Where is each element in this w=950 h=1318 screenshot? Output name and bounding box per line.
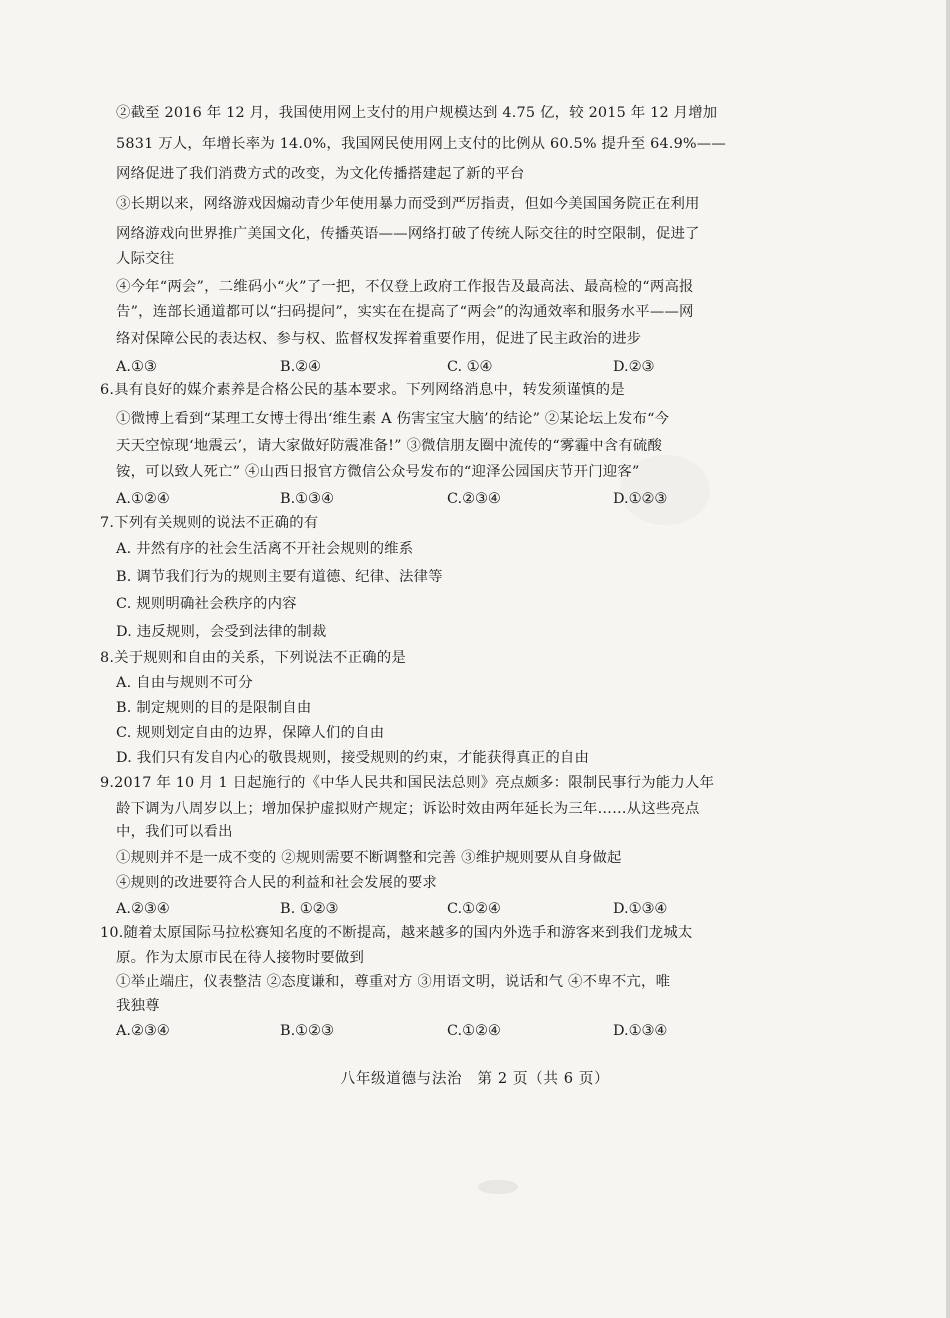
option-b: B. ①②③ <box>280 901 339 917</box>
option-a: A. 自由与规则不可分 <box>116 675 253 691</box>
text-line: 网络游戏向世界推广美国文化，传播英语——网络打破了传统人际交往的时空限制，促进了 <box>116 226 700 242</box>
question-10-stem: 10.随着太原国际马拉松赛知名度的不断提高，越来越多的国内外选手和游客来到我们龙城太 <box>100 925 693 941</box>
option-d: D. 违反规则，会受到法律的制裁 <box>116 624 327 640</box>
question-6-stem: 6.具有良好的媒介素养是合格公民的基本要求。下列网络消息中，转发须谨慎的是 <box>100 382 625 398</box>
option-c: C. ①④ <box>447 359 493 375</box>
text-line: ①规则并不是一成不变的 ②规则需要不断调整和完善 ③维护规则要从自身做起 <box>116 850 622 866</box>
text-line: 我独尊 <box>116 998 160 1014</box>
text-line: 中，我们可以看出 <box>116 824 233 840</box>
option-d: D.②③ <box>613 359 655 375</box>
option-b: B.①②③ <box>280 1023 334 1039</box>
question-9-stem: 9.2017 年 10 月 1 日起施行的《中华人民共和国民法总则》亮点颇多：限制民事行为能力人年 <box>100 775 715 791</box>
text-line: ②截至 2016 年 12 月，我国使用网上支付的用户规模达到 4.75 亿，较 2015 年 12 月增加 <box>116 105 718 121</box>
option-a: A.②③④ <box>116 1023 170 1039</box>
option-c: C.①②④ <box>447 901 501 917</box>
text-line: ④今年“两会”，二维码小“火”了一把，不仅登上政府工作报告及最高法、最高检的“两高报 <box>116 279 694 295</box>
option-d: D. 我们只有发自内心的敬畏规则，接受规则的约束，才能获得真正的自由 <box>116 750 590 766</box>
text-line: 铵，可以致人死亡” ④山西日报官方微信公众号发布的“迎泽公园国庆节开门迎客” <box>116 464 640 480</box>
text-line: 告”，连部长通道都可以“扫码提问”，实实在在提高了“两会”的沟通效率和服务水平——网 <box>116 304 694 320</box>
scan-edge <box>946 0 950 1318</box>
option-d: D.①③④ <box>613 901 668 917</box>
text-line: 网络促进了我们消费方式的改变，为文化传播搭建起了新的平台 <box>116 166 525 182</box>
option-b: B. 制定规则的目的是限制自由 <box>116 700 312 716</box>
option-d: D.①②③ <box>613 491 668 507</box>
text-line: ③长期以来，网络游戏因煽动青少年使用暴力而受到严厉指责，但如今美国国务院正在利用 <box>116 196 700 212</box>
question-7-stem: 7.下列有关规则的说法不正确的有 <box>100 515 319 531</box>
text-line: 龄下调为八周岁以上；增加保护虚拟财产规定；诉讼时效由两年延长为三年……从这些亮点 <box>116 801 700 817</box>
option-c: C. 规则划定自由的边界，保障人们的自由 <box>116 725 385 741</box>
option-b: B.①③④ <box>280 491 334 507</box>
scan-smudge <box>478 1180 518 1194</box>
option-c: C. 规则明确社会秩序的内容 <box>116 596 297 612</box>
text-line: 络对保障公民的表达权、参与权、监督权发挥着重要作用，促进了民主政治的进步 <box>116 331 642 347</box>
option-a: A.②③④ <box>116 901 170 917</box>
option-d: D.①③④ <box>613 1023 668 1039</box>
text-line: ①举止端庄，仪表整洁 ②态度谦和，尊重对方 ③用语文明，说话和气 ④不卑不亢，唯 <box>116 974 671 990</box>
option-a: A. 井然有序的社会生活离不开社会规则的维系 <box>116 541 414 557</box>
text-line: ①微博上看到“某理工女博士得出‘维生素 A 伤害宝宝大脑’的结论” ②某论坛上发布“今 <box>116 411 670 427</box>
text-line: 人际交往 <box>116 251 175 267</box>
option-a: A.①②④ <box>116 491 170 507</box>
option-b: B. 调节我们行为的规则主要有道德、纪律、法律等 <box>116 569 443 585</box>
option-b: B.②④ <box>280 359 321 375</box>
option-c: C.②③④ <box>447 491 501 507</box>
option-a: A.①③ <box>116 359 157 375</box>
page-footer: 八年级道德与法治 第 2 页（共 6 页） <box>340 1070 610 1087</box>
text-line: ④规则的改进要符合人民的利益和社会发展的要求 <box>116 875 437 891</box>
text-line: 5831 万人，年增长率为 14.0%，我国网民使用网上支付的比例从 60.5% 提升至 64.9%—— <box>116 136 726 152</box>
option-c: C.①②④ <box>447 1023 501 1039</box>
text-line: 天天空惊现‘地震云’，请大家做好防震准备!” ③微信朋友圈中流传的“雾霾中含有硫酸 <box>116 438 663 454</box>
text-line: 原。作为太原市民在待人接物时要做到 <box>116 950 365 966</box>
question-8-stem: 8.关于规则和自由的关系，下列说法不正确的是 <box>100 650 406 666</box>
